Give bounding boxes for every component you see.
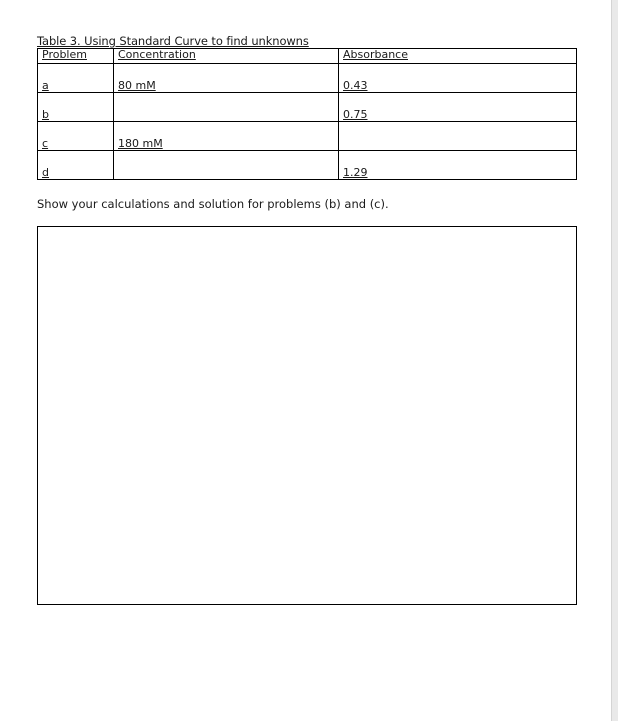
header-problem: Problem bbox=[38, 49, 114, 64]
cell-concentration[interactable] bbox=[114, 93, 339, 122]
table-row bbox=[38, 151, 577, 180]
cell-absorbance[interactable] bbox=[339, 122, 577, 151]
cell-concentration[interactable]: 80 mM bbox=[114, 64, 339, 93]
standard-curve-table bbox=[37, 48, 577, 180]
cell-absorbance[interactable]: 0.43 bbox=[339, 64, 577, 93]
cell-problem[interactable]: c bbox=[38, 122, 114, 151]
header-concentration: Concentration bbox=[114, 49, 339, 64]
answer-box[interactable] bbox=[37, 226, 577, 605]
table-row bbox=[38, 64, 577, 93]
cell-concentration[interactable] bbox=[114, 151, 339, 180]
table-row bbox=[38, 93, 577, 122]
table-caption: Table 3. Using Standard Curve to find unknowns bbox=[37, 34, 309, 48]
cell-problem[interactable]: a bbox=[38, 64, 114, 93]
header-absorbance: Absorbance bbox=[339, 49, 577, 64]
cell-absorbance[interactable]: 1.29 bbox=[339, 151, 577, 180]
table-row bbox=[38, 122, 577, 151]
cell-problem[interactable]: b bbox=[38, 93, 114, 122]
cell-absorbance[interactable]: 0.75 bbox=[339, 93, 577, 122]
cell-problem[interactable]: d bbox=[38, 151, 114, 180]
instructions-text: Show your calculations and solution for problems (b) and (c). bbox=[37, 197, 389, 211]
table-header-row bbox=[38, 49, 577, 64]
cell-concentration[interactable]: 180 mM bbox=[114, 122, 339, 151]
